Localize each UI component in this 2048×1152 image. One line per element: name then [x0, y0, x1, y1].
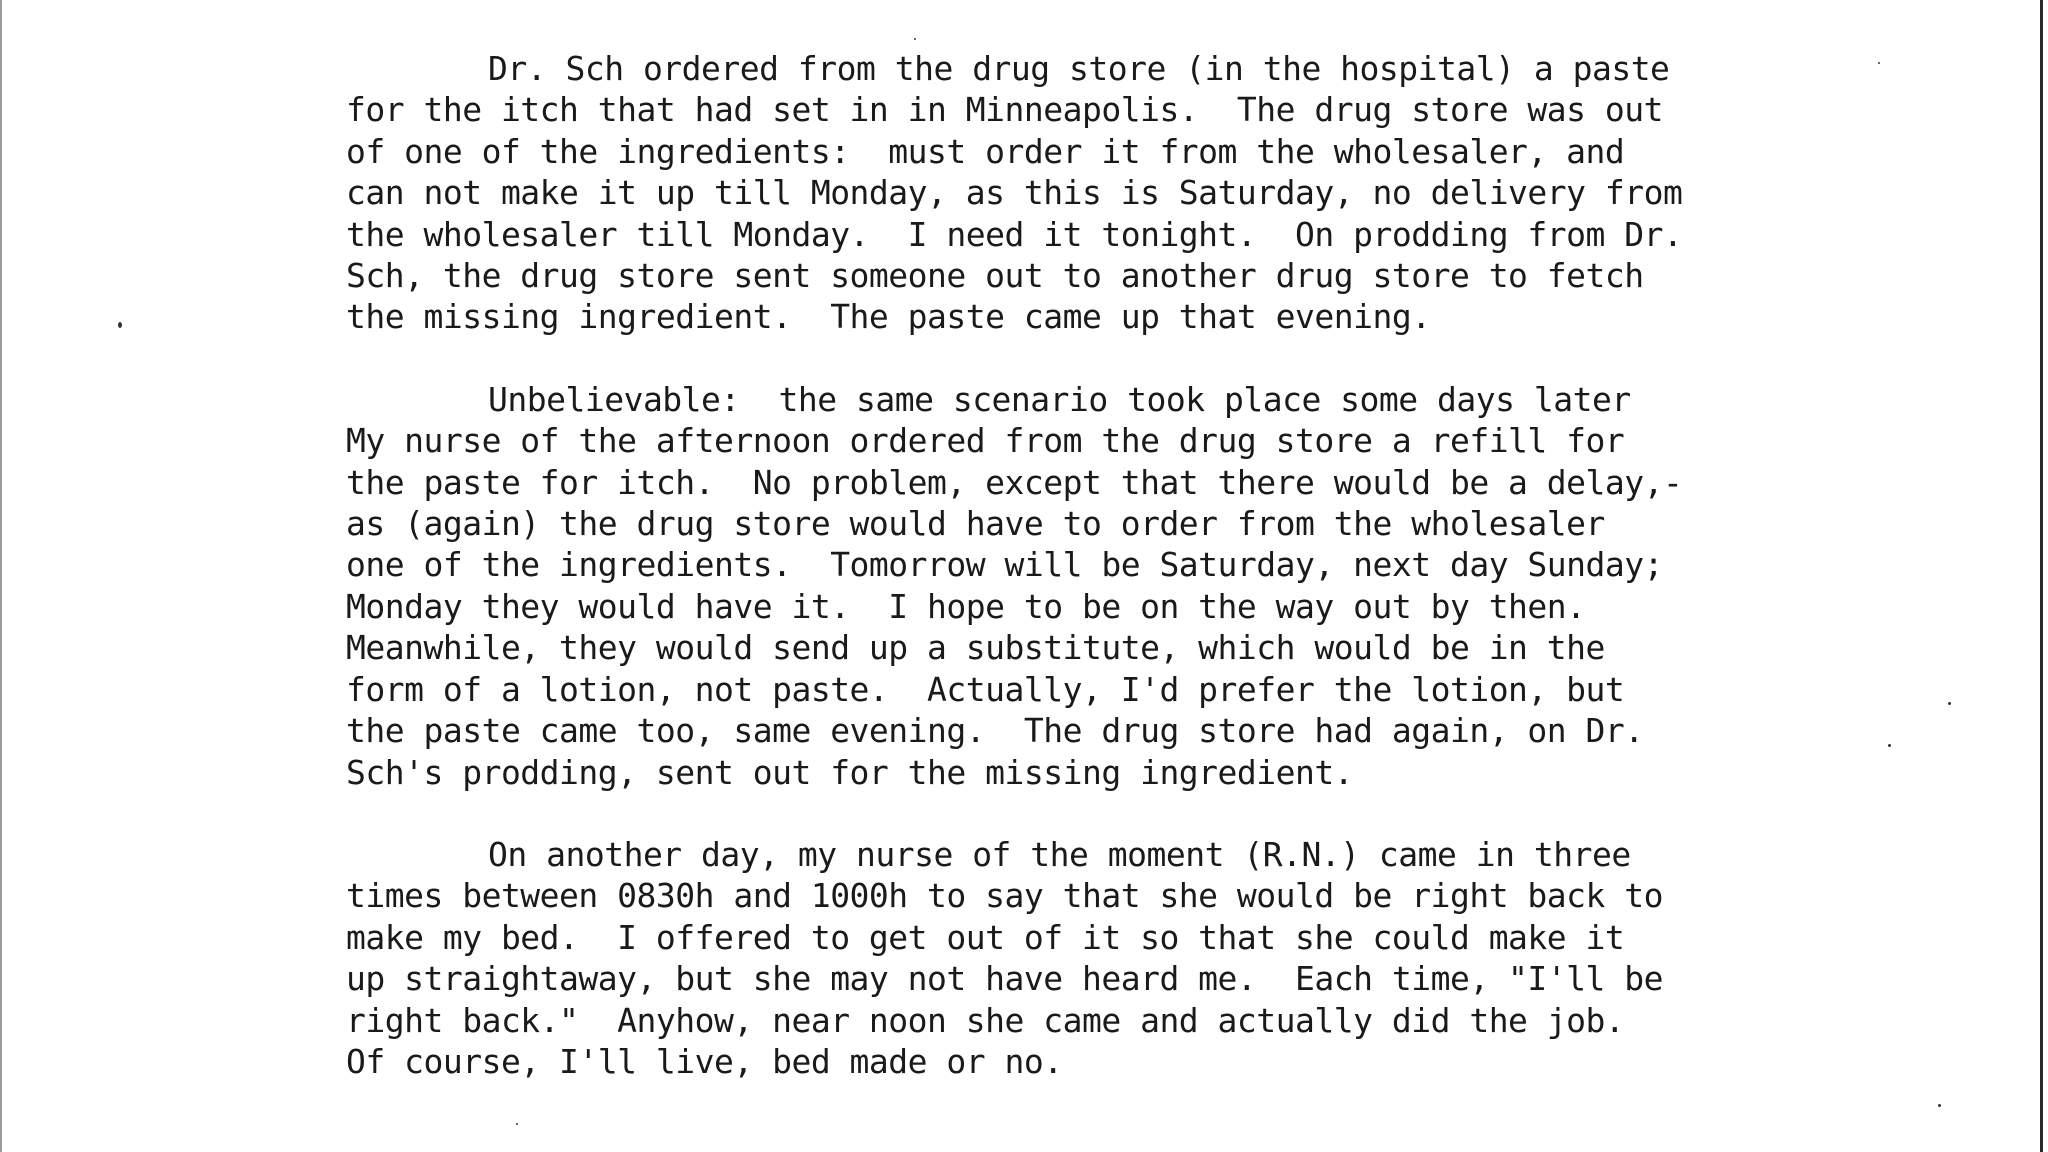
text-line: Unbelievable: the same scenario took place some days later: [488, 379, 1631, 419]
typed-text-body: [346, 48, 1786, 1123]
text-line: My nurse of the afternoon ordered from the drug store a refill for: [346, 421, 1625, 461]
text-line: as (again) the drug store would have to order from the wholesaler: [346, 504, 1605, 544]
text-line: Monday they would have it. I hope to be on the way out by then.: [346, 586, 1586, 626]
scan-speck: [1948, 702, 1951, 705]
scan-speck: [1938, 1104, 1941, 1107]
text-line: Meanwhile, they would send up a substitute, which would be in the: [346, 628, 1605, 668]
paragraph-1: [346, 48, 1786, 338]
paragraph-2: [346, 379, 1786, 793]
text-line: form of a lotion, not paste. Actually, I'd prefer the lotion, but: [346, 669, 1625, 709]
text-line: Sch's prodding, sent out for the missing ingredient.: [346, 752, 1354, 792]
text-line: On another day, my nurse of the moment (R.N.) came in three: [488, 834, 1631, 874]
scan-speck: [1878, 62, 1880, 64]
text-line: right back." Anyhow, near noon she came and actually did the job.: [346, 1000, 1625, 1040]
text-line: the paste came too, same evening. The drug store had again, on Dr.: [346, 711, 1644, 751]
scan-speck: [118, 322, 122, 328]
text-line: for the itch that had set in in Minneapolis. The drug store was out: [346, 90, 1664, 130]
text-line: Sch, the drug store sent someone out to another drug store to fetch: [346, 256, 1644, 296]
text-line: the wholesaler till Monday. I need it tonight. On prodding from Dr.: [346, 214, 1683, 254]
text-line: can not make it up till Monday, as this is Saturday, no delivery from: [346, 173, 1683, 213]
text-line: times between 0830h and 1000h to say that she would be right back to: [346, 876, 1664, 916]
text-line: one of the ingredients. Tomorrow will be Saturday, next day Sunday;: [346, 545, 1664, 585]
text-line: Of course, I'll live, bed made or no.: [346, 1041, 1063, 1081]
page-right-edge: [2040, 0, 2043, 1152]
scan-speck: [914, 38, 916, 40]
paragraph-3: [346, 834, 1786, 1082]
text-line: the missing ingredient. The paste came up that evening.: [346, 297, 1431, 337]
text-line: up straightaway, but she may not have heard me. Each time, "I'll be: [346, 959, 1664, 999]
scan-speck: [1888, 744, 1891, 747]
text-line: the paste for itch. No problem, except that there would be a delay,-: [346, 462, 1683, 502]
text-line: Dr. Sch ordered from the drug store (in the hospital) a paste: [488, 49, 1670, 88]
text-line: make my bed. I offered to get out of it so that she could make it: [346, 917, 1625, 957]
page-left-edge: [0, 0, 2, 1152]
text-line: of one of the ingredients: must order it from the wholesaler, and: [346, 131, 1625, 171]
